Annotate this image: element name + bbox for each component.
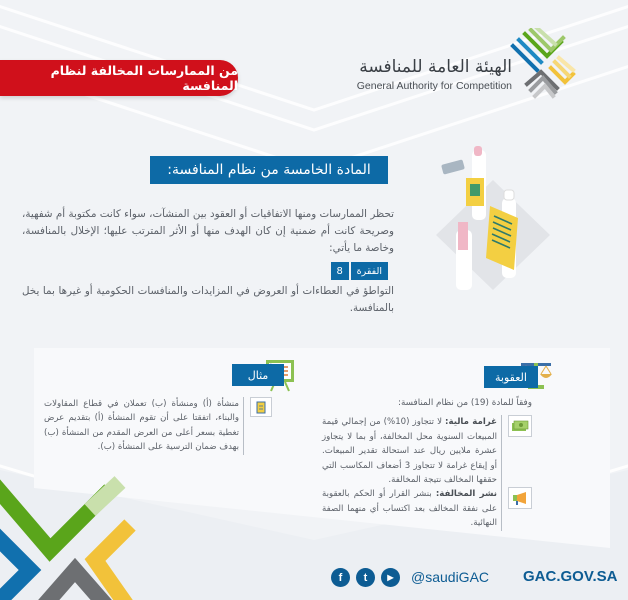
article-title: المادة الخامسة من نظام المنافسة:	[150, 156, 388, 184]
example-text: منشأة (أ) ومنشأة (ب) تعملان في قطاع المقاولات والبناء، اتفقتا على أن تقوم المنشأة (أ) بتقديم عرض تغطية بسعر أعلى من العرض المقدم من المنشأة (ب) بهدف ضمان الترسية على المنشأة (ب).	[44, 397, 244, 455]
penalty-publish-text: بنشر القرار أو الحكم بالعقوبة على نفقة المخالف بعد اكتساب أي منهما الصفة النهائية.	[322, 489, 497, 529]
example-heading: مثال	[232, 364, 284, 386]
twitter-icon[interactable]: t	[356, 568, 375, 587]
megaphone-icon	[508, 487, 532, 509]
gac-logo-icon	[503, 28, 579, 104]
penalty-publish-title: نشر المخالفة:	[435, 489, 497, 499]
clause-label: الفقرة	[351, 262, 388, 280]
article-body: تحظر الممارسات ومنها الاتفاقيات أو العقود بين المنشآت، سواء كانت مكتوبة أم شفهية، وصريحة كانت أم ضمنية إن كان الهدف منها أو الأثر المترتب عليها؛ الإخلال بالمنافسة، وخاصة ما يأتي:	[22, 208, 394, 254]
penalty-fine-text: لا تتجاوز (10%) من إجمالي قيمة المبيعات السنوية محل المخالفة، أو بما لا يتجاوز عشرة ملايين ريال عند استحالة تقدير المبيعات. أو إيقاع غرامة لا تتجاوز 3 أضعاف المكاسب التي حققها المخالف نتيجة المخالفة.	[322, 417, 497, 486]
illustration-negotiation-icon	[430, 140, 556, 300]
org-name-english: General Authority for Competition	[356, 80, 512, 92]
youtube-icon[interactable]: ▶	[381, 568, 400, 587]
social-handle[interactable]: @saudiGAC	[411, 569, 490, 585]
penalty-intro: وفقاً للمادة (19) من نظام المنافسة:	[397, 398, 532, 408]
website-link[interactable]: GAC.GOV.SA	[523, 568, 618, 585]
example-item	[42, 397, 272, 455]
penalty-item-publish	[322, 487, 532, 531]
gac-logo-large-icon	[0, 470, 140, 600]
penalty-heading: العقوبة	[484, 366, 538, 388]
clause-number: 8	[331, 262, 349, 280]
clause-label-row	[331, 262, 388, 280]
facebook-icon[interactable]: f	[331, 568, 350, 587]
org-name-arabic: الهيئة العامة للمنافسة	[359, 57, 512, 77]
document-icon	[250, 397, 272, 417]
money-icon	[508, 415, 532, 437]
social-links	[331, 568, 400, 587]
penalty-item-fine	[322, 415, 532, 488]
clause-text: التواطؤ في العطاءات أو العروض في المزايدات والمنافسات الحكومية أو غيرها بما يخل بالمنافسة.	[22, 285, 394, 314]
topic-banner: من الممارسات المخالفة لنظام المنافسة	[0, 60, 238, 96]
penalty-fine-title: غرامة مالية:	[445, 417, 497, 427]
